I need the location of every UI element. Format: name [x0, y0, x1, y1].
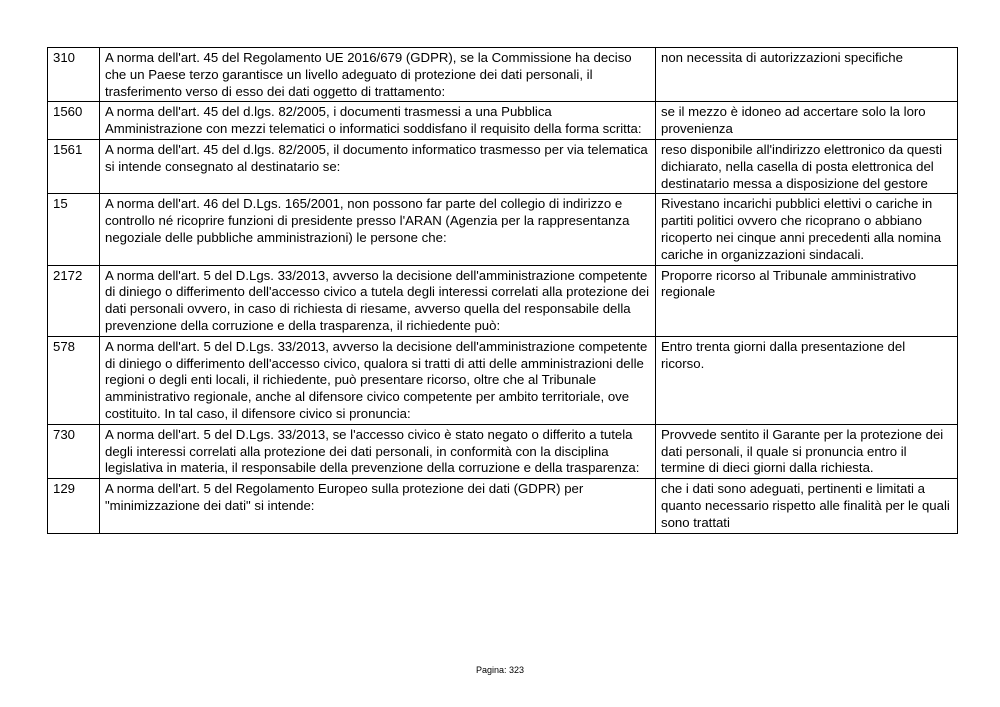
table-row — [48, 336, 958, 424]
question-id: 15 — [48, 194, 100, 265]
question-text: A norma dell'art. 45 del d.lgs. 82/2005, i documenti trasmessi a una Pubblica Amministrazione con mezzi telematici o informatici soddisfano il requisito della forma scritta: — [100, 102, 656, 140]
answer-text: reso disponibile all'indirizzo elettronico da questi dichiarato, nella casella di posta elettronica del destinatario messa a disposizione del gestore — [656, 139, 958, 193]
answer-text: se il mezzo è idoneo ad accertare solo la loro provenienza — [656, 102, 958, 140]
question-text: A norma dell'art. 45 del Regolamento UE 2016/679 (GDPR), se la Commissione ha deciso che un Paese terzo garantisce un livello adeguato di protezione dei dati personali, il trasferimento verso di esso dei dati oggetto di trattamento: — [100, 48, 656, 102]
question-text: A norma dell'art. 46 del D.Lgs. 165/2001, non possono far parte del collegio di indirizzo e controllo né ricoprire funzioni di presidente presso l'ARAN (Agenzia per la rappresentanza negoziale delle pubbliche amministrazioni) le persone che: — [100, 194, 656, 265]
question-id: 578 — [48, 336, 100, 424]
question-id: 730 — [48, 424, 100, 478]
question-id: 1561 — [48, 139, 100, 193]
answer-text: Rivestano incarichi pubblici elettivi o cariche in partiti politici ovvero che ricoprano o abbiano ricoperto nei cinque anni precedenti alla nomina cariche in organizzazioni sindacali. — [656, 194, 958, 265]
question-text: A norma dell'art. 5 del D.Lgs. 33/2013, avverso la decisione dell'amministrazione competente di diniego o differimento dell'accesso civico, qualora si tratti di atti delle amministrazioni delle regioni o degli enti locali, il richiedente, può presentare ricorso, oltre che al Tribunale amministrativo regionale, anche al difensore civico competente per ambito territoriale, ove costituito. In tal caso, il difensore civico si pronuncia: — [100, 336, 656, 424]
question-text: A norma dell'art. 5 del Regolamento Europeo sulla protezione dei dati (GDPR) per "minimizzazione dei dati" si intende: — [100, 479, 656, 533]
question-id: 1560 — [48, 102, 100, 140]
table-row — [48, 48, 958, 102]
answer-text: Proporre ricorso al Tribunale amministrativo regionale — [656, 265, 958, 336]
table-row — [48, 102, 958, 140]
table-row — [48, 265, 958, 336]
answer-text: Provvede sentito il Garante per la protezione dei dati personali, il quale si pronuncia entro il termine di dieci giorni dalla richiesta. — [656, 424, 958, 478]
table-row — [48, 139, 958, 193]
question-id: 129 — [48, 479, 100, 533]
table-row — [48, 424, 958, 478]
question-table — [47, 47, 958, 534]
table-row — [48, 194, 958, 265]
table-row — [48, 479, 958, 533]
answer-text: Entro trenta giorni dalla presentazione del ricorso. — [656, 336, 958, 424]
question-text: A norma dell'art. 5 del D.Lgs. 33/2013, se l'accesso civico è stato negato o differito a tutela degli interessi correlati alla protezione dei dati personali, in conformità con la disciplina legislativa in materia, il responsabile della prevenzione della corruzione e della trasparenza: — [100, 424, 656, 478]
question-id: 310 — [48, 48, 100, 102]
answer-text: non necessita di autorizzazioni specifiche — [656, 48, 958, 102]
question-text: A norma dell'art. 45 del d.lgs. 82/2005, il documento informatico trasmesso per via telematica si intende consegnato al destinatario se: — [100, 139, 656, 193]
page-number: Pagina: 323 — [475, 665, 525, 675]
answer-text: che i dati sono adeguati, pertinenti e limitati a quanto necessario rispetto alle finalità per le quali sono trattati — [656, 479, 958, 533]
question-id: 2172 — [48, 265, 100, 336]
question-text: A norma dell'art. 5 del D.Lgs. 33/2013, avverso la decisione dell'amministrazione competente di diniego o differimento dell'accesso civico a tutela degli interessi correlati alla protezione dei dati personali ovvero, in caso di richiesta di riesame, avverso quella del responsabile della prevenzione della corruzione e della trasparenza, il richiedente può: — [100, 265, 656, 336]
